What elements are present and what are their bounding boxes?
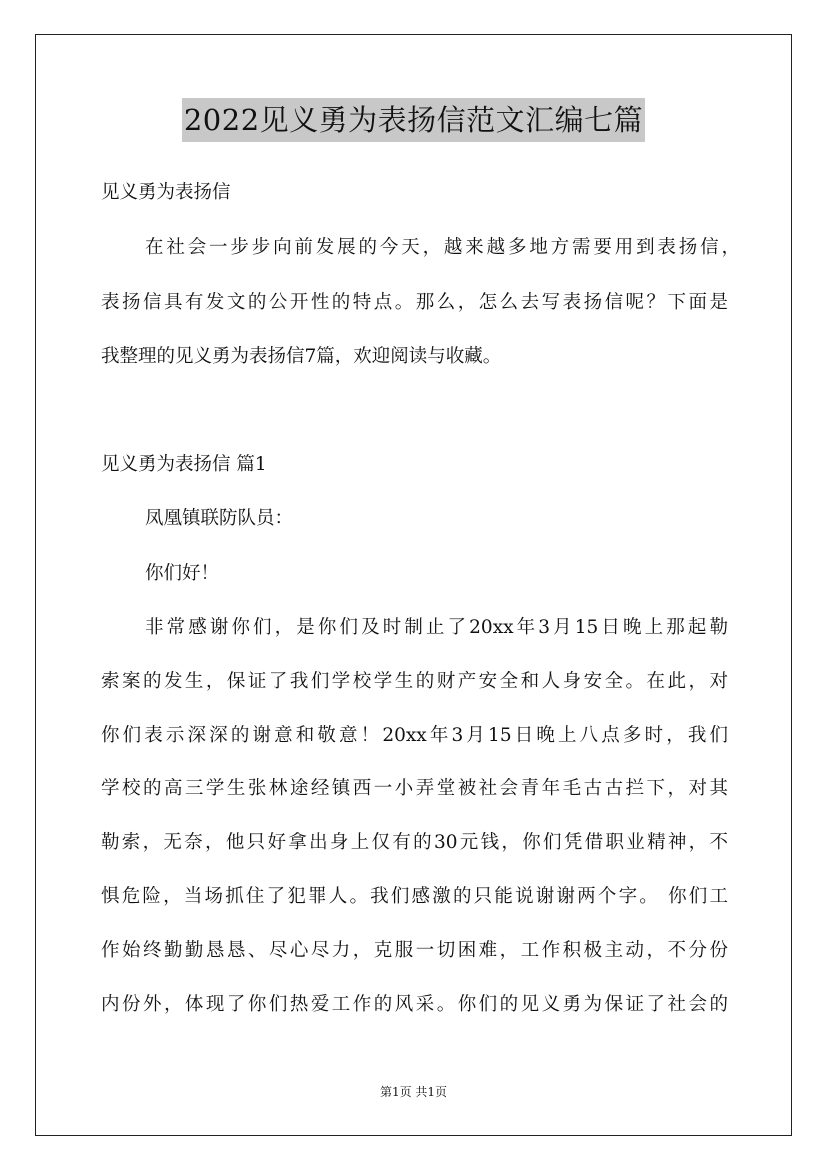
body-line-8: 内份外，体现了你们热爱工作的风采。你们的见义勇为保证了社会的	[101, 994, 728, 1015]
page-number-footer: 第1页 共1页	[379, 1085, 448, 1099]
body-line-4: 学校的高三学生张林途经镇西一小弄堂被社会青年毛古古拦下，对其	[101, 778, 728, 799]
intro-line-2: 表扬信具有发文的公开性的特点。那么，怎么去写表扬信呢？下面是	[101, 292, 728, 313]
section-heading: 见义勇为表扬信 篇1	[101, 454, 267, 475]
body-line-1: 非常感谢你们，是你们及时制止了20xx年3月15日晚上那起勒	[145, 617, 728, 638]
title-container	[0, 98, 827, 142]
body-line-6: 惧危险，当场抓住了犯罪人。我们感激的只能说谢谢两个字。 你们工	[101, 886, 728, 907]
salutation: 凤凰镇联防队员：	[145, 508, 294, 529]
body-line-5: 勒索，无奈，他只好拿出身上仅有的30元钱，你们凭借职业精神，不	[101, 832, 728, 853]
body-line-2: 索案的发生，保证了我们学校学生的财产安全和人身安全。在此，对	[101, 671, 728, 692]
body-line-7: 作始终勤勤恳恳、尽心尽力，克服一切困难，工作积极主动，不分份	[101, 940, 728, 961]
intro-line-1: 在社会一步步向前发展的今天，越来越多地方需要用到表扬信，	[145, 237, 740, 258]
intro-heading: 见义勇为表扬信	[101, 182, 231, 203]
document-title: 2022见义勇为表扬信范文汇编七篇	[182, 98, 645, 142]
greeting: 你们好！	[145, 563, 220, 584]
intro-line-3: 我整理的见义勇为表扬信7篇，欢迎阅读与收藏。	[101, 346, 502, 367]
body-line-3: 你们表示深深的谢意和敬意！20xx年3月15日晚上八点多时，我们	[101, 725, 728, 746]
